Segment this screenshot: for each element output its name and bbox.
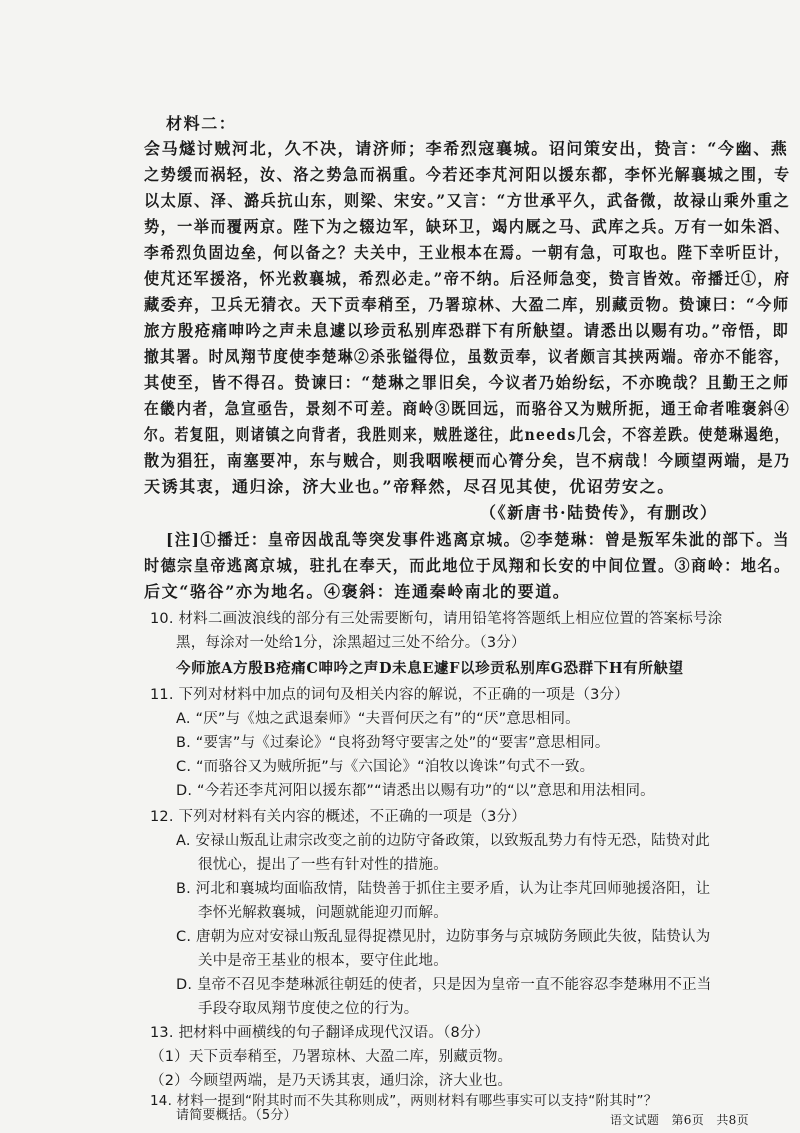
question-10-options: 今师旅A方殷B疮痛C呻吟之声D未息E遽F以珍贡私别库G恐群下H有所觖望 bbox=[176, 660, 684, 677]
passage-line: 撤其署。时凤翔节度使李楚琳②杀张镒得位，虽数贡奉，议者颇言其挟两端。帝亦不能容， bbox=[144, 347, 791, 366]
question-12-option-c-cont: 关中是帝王基业的根本，要守住此地。 bbox=[198, 953, 448, 969]
question-11-option-a: A. “厌”与《烛之武退秦师》“夫晋何厌之有”的“厌”意思相同。 bbox=[176, 711, 580, 727]
material-heading: 材料二： bbox=[166, 114, 237, 133]
question-10: 10. 材料二画波浪线的部分有三处需要断句，请用铅笔将答题纸上相应位置的答案标号涂 bbox=[150, 611, 723, 627]
note-line: [注]①播迁：皇帝因战乱等突发事件逃离京城。②李楚琳：曾是叛军朱泚的部下。当 bbox=[166, 530, 790, 549]
question-12-option-d-cont: 手段夺取凤翔节度使之位的行为。 bbox=[198, 1001, 419, 1017]
note-line: 后文“骆谷”亦为地名。④褒斜：连通秦岭南北的要道。 bbox=[144, 582, 571, 601]
question-14-cont: 请简要概括。（5分） bbox=[176, 1108, 297, 1123]
question-11-option-c: C. “而骆谷又为贼所扼”与《六国论》“洎牧以谗诛”句式不一致。 bbox=[176, 759, 595, 775]
question-13: 13. 把材料中画横线的句子翻译成现代汉语。（8分） bbox=[150, 1025, 490, 1041]
passage-line: 尔。若复阻，则诸镇之向背者，我胜则来，贼胜遂往，此needs几会，不容差跌。使楚琳遏绝， bbox=[144, 425, 790, 444]
question-10-cont: 黑，每涂对一处给1分，涂黑超过三处不给分。（3分） bbox=[176, 635, 526, 651]
passage-line: 以太原、泽、潞兵抗山东，则梁、宋安。”又言：“方世承平久，武备微，故禄山乘外重之 bbox=[144, 191, 791, 210]
question-12-option-b-cont: 李怀光解救襄城，问题就能迎刃而解。 bbox=[198, 905, 448, 921]
page-footer: 语文试题 第6页 共8页 bbox=[610, 1113, 749, 1127]
question-14: 14. 材料一提到“附其时而不失其称则成”，两则材料有哪些事实可以支持“附其时”？ bbox=[150, 1093, 658, 1109]
question-12-option-d: D. 皇帝不召见李楚琳派往朝廷的使者，只是因为皇帝一直不能容忍李楚琳用不正当 bbox=[176, 977, 712, 993]
question-12-option-c: C. 唐朝为应对安禄山叛乱显得捉襟见肘，边防事务与京城防务顾此失彼，陆贽认为 bbox=[176, 929, 711, 945]
passage-line: 旅方殷疮痛呻吟之声未息遽以珍贡私别库恐群下有所觖望。请悉出以赐有功。”帝悟，即 bbox=[144, 321, 790, 340]
question-11-option-d: D. “今若还李芃河阳以援东都”“请悉出以赐有功”的“以”意思和用法相同。 bbox=[176, 783, 655, 799]
question-11-option-b: B. “要害”与《过秦论》“良将劲弩守要害之处”的“要害”意思相同。 bbox=[176, 735, 610, 751]
question-11: 11. 下列对材料中加点的词句及相关内容的解说，不正确的一项是（3分） bbox=[150, 687, 629, 703]
question-13-item-2: （2）今顾望两端，是乃天诱其衷，通归涂，济大业也。 bbox=[150, 1073, 513, 1089]
passage-line: 天诱其衷，通归涂，济大业也。”帝释然，尽召见其使，优诏劳安之。 bbox=[144, 477, 675, 496]
passage-line: 使芃还军援洛，怀光救襄城，希烈必走。”帝不纳。后泾师急变，贽言皆效。帝播迁①，府 bbox=[144, 269, 791, 288]
question-12-option-b: B. 河北和襄城均面临敌情，陆贽善于抓住主要矛盾，认为让李芃回师驰援洛阳，让 bbox=[176, 881, 711, 897]
passage-source: （《新唐书·陆贽传》，有删改） bbox=[480, 503, 718, 522]
passage-line: 会马燧讨贼河北，久不决，请济师；李希烈寇襄城。诏问策安出，贽言：“今幽、燕 bbox=[144, 139, 789, 158]
question-12-option-a: A. 安禄山叛乱让肃宗改变之前的边防守备政策，以致叛乱势力有恃无恐，陆贽对此 bbox=[176, 833, 710, 849]
passage-line: 之势缓而祸轻，汝、洛之势急而祸重。今若还李芃河阳以援东都，李怀光解襄城之围，专 bbox=[144, 165, 791, 184]
passage-line: 藏委弃，卫兵无猜衣。天下贡奉稍至，乃署琼林、大盈二库，别藏贡物。贽谏曰：“今师 bbox=[144, 295, 790, 314]
passage-line: 其使至，皆不得召。贽谏曰：“楚琳之罪旧矣，今议者乃始纷纭，不亦晚哉？且勤王之师 bbox=[144, 373, 790, 392]
passage-line: 在畿内者，急宣亟告，景刻不可差。商岭③既回远，而骆谷又为贼所扼，通王命者唯褒斜④ bbox=[144, 399, 791, 418]
passage-line: 散为猖狂，南塞要冲，东与贼合，则我咽喉梗而心膂分矣，岂不病哉！今顾望两端，是乃 bbox=[144, 451, 791, 470]
note-line: 时德宗皇帝逃离京城，驻扎在奉天，而此地位于凤翔和长安的中间位置。③商岭：地名。 bbox=[144, 556, 791, 575]
question-13-item-1: （1）天下贡奉稍至，乃署琼林、大盈二库，别藏贡物。 bbox=[150, 1049, 513, 1065]
passage-line: 李希烈负固边垒，何以备之？夫关中，王业根本在焉。一朝有急，可取也。陛下幸听臣计， bbox=[144, 243, 791, 262]
question-12: 12. 下列对材料有关内容的概述，不正确的一项是（3分） bbox=[150, 809, 526, 825]
question-12-option-a-cont: 很忧心，提出了一些有针对性的措施。 bbox=[198, 857, 448, 873]
passage-line: 势，一举而覆两京。陛下为之辍边军，缺环卫，竭内厩之马、武库之兵。万有一如朱滔、 bbox=[144, 217, 791, 236]
